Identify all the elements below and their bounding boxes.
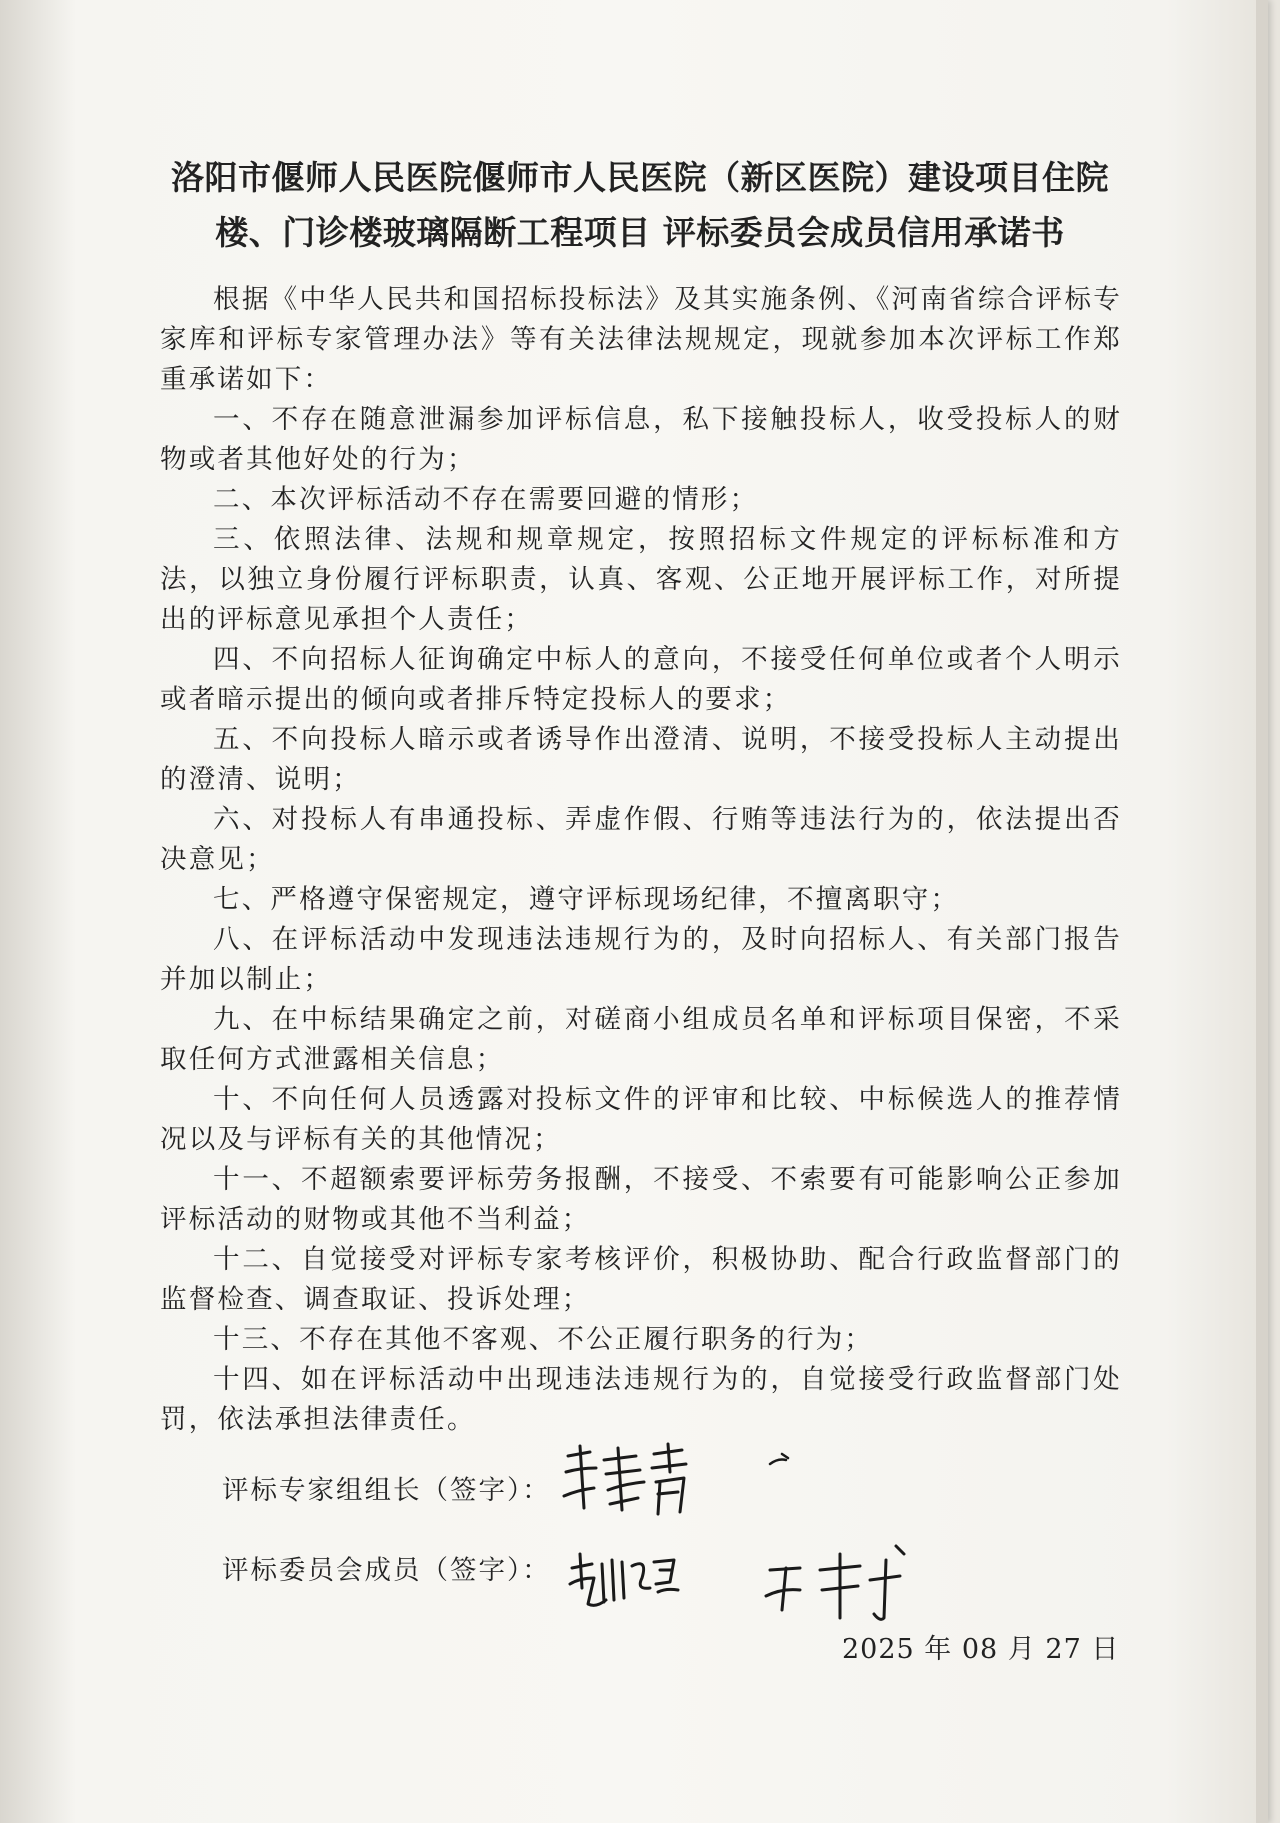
signature-mark — [764, 1450, 804, 1470]
commitment-item-4: 四、不向招标人征询确定中标人的意向，不接受任何单位或者个人明示或者暗示提出的倾向或者排斥特定投标人的要求； — [160, 644, 1122, 715]
commitment-item-3: 三、依照法律、法规和规章规定，按照招标文件规定的评标标准和方法，以独立身份履行评标职责，认真、客观、公正地开展评标工作，对所提出的评标意见承担个人责任； — [160, 524, 1122, 635]
member-signature-1 — [566, 1548, 686, 1618]
commitment-item-10: 十、不向任何人员透露对投标文件的评审和比较、中标候选人的推荐情况以及与评标有关的其他情况； — [160, 1084, 1122, 1155]
commitment-item-9: 九、在中标结果确定之前，对磋商小组成员名单和评标项目保密，不采取任何方式泄露相关信息； — [160, 1004, 1122, 1075]
commitment-item-2: 二、本次评标活动不存在需要回避的情形； — [213, 484, 759, 515]
commitment-item-1: 一、不存在随意泄漏参加评标信息，私下接触投标人，收受投标人的财物或者其他好处的行为； — [160, 404, 1122, 475]
leader-signature-label: 评标专家组组长（签字）： — [222, 1475, 551, 1506]
member-signature-2 — [760, 1540, 920, 1630]
commitment-item-7: 七、严格遵守保密规定，遵守评标现场纪律，不擅离职守； — [213, 884, 960, 915]
commitment-item-8: 八、在评标活动中发现违法违规行为的，及时向招标人、有关部门报告并加以制止； — [160, 924, 1122, 995]
commitment-item-12: 十二、自觉接受对评标专家考核评价，积极协助、配合行政监督部门的监督检查、调查取证、投诉处理； — [160, 1244, 1122, 1315]
commitment-item-11: 十一、不超额索要评标劳务报酬，不接受、不索要有可能影响公正参加评标活动的财物或其他不当利益； — [160, 1164, 1122, 1235]
intro-paragraph: 根据《中华人民共和国招标投标法》及其实施条例、《河南省综合评标专家库和评标专家管理办法》等有关法律法规规定，现就参加本次评标工作郑重承诺如下： — [160, 284, 1122, 395]
commitment-item-14: 十四、如在评标活动中出现违法违规行为的，自觉接受行政监督部门处罚，依法承担法律责任。 — [160, 1364, 1122, 1435]
document-title — [140, 150, 1140, 260]
commitment-item-13: 十三、不存在其他不客观、不公正履行职务的行为； — [213, 1324, 874, 1355]
page-edge-shadow — [1256, 0, 1268, 1823]
title-line-1: 洛阳市偃师人民医院偃师市人民医院（新区医院）建设项目住院 — [171, 158, 1109, 197]
document-date: 2025 年 08 月 27 日 — [842, 1634, 1120, 1665]
members-signature-label: 评标委员会成员（签字）： — [222, 1555, 551, 1586]
commitment-item-5: 五、不向投标人暗示或者诱导作出澄清、说明，不接受投标人主动提出的澄清、说明； — [160, 724, 1122, 795]
commitment-item-6: 六、对投标人有串通投标、弄虚作假、行贿等违法行为的，依法提出否决意见； — [160, 804, 1122, 875]
document-body — [160, 280, 1122, 1440]
title-line-2: 楼、门诊楼玻璃隔断工程项目 评标委员会成员信用承诺书 — [215, 213, 1065, 252]
leader-signature — [560, 1438, 710, 1518]
